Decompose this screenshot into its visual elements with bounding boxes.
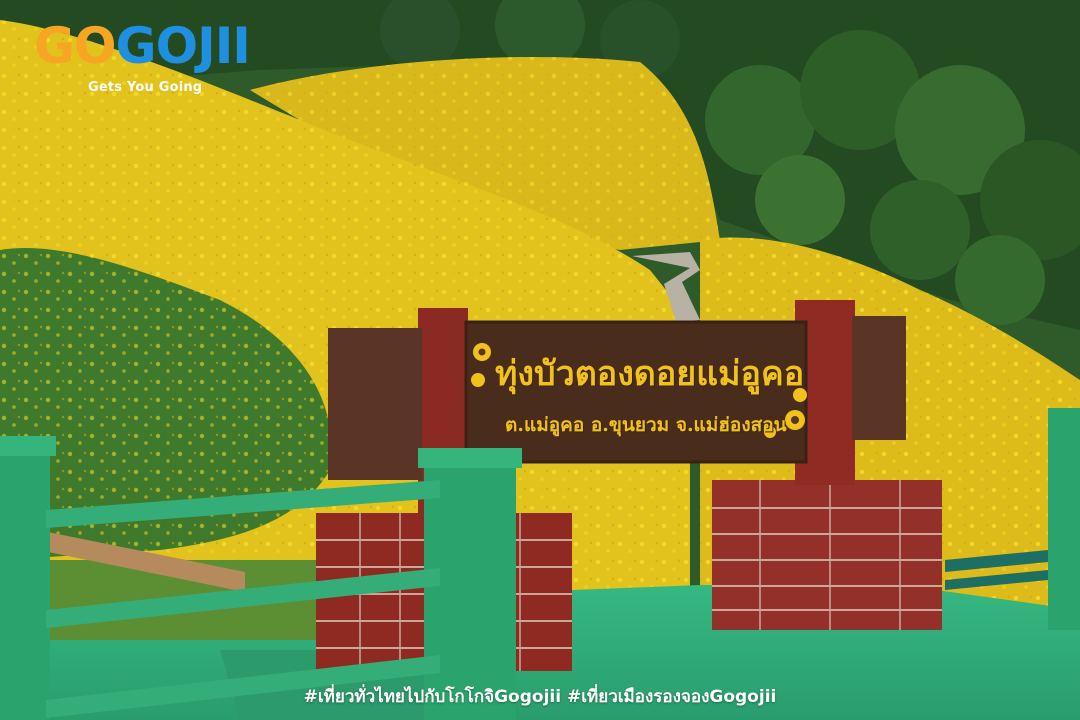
hashtag-caption: #เที่ยวทั่วไทยไปกับโกโกจิGogojii #เที่ยวเมืองรองจองGogojii — [303, 687, 777, 707]
logo-text-gojii: GOJII — [115, 17, 250, 75]
right-brick-base — [712, 480, 942, 630]
logo-text-go: GO — [34, 17, 116, 75]
logo-wordmark — [34, 14, 250, 78]
sign-title: ทุ่งบัวตองดอยแม่อูคอ — [495, 354, 805, 394]
sign-subtitle: ต.แม่อูคอ อ.ขุนยวม จ.แม่ฮ่องสอน — [505, 414, 787, 436]
logo-tagline: Gets You Going — [88, 80, 203, 95]
sign-wing-right — [852, 316, 906, 440]
gogojii-logo — [30, 14, 270, 104]
sign-wing-left — [328, 328, 422, 480]
